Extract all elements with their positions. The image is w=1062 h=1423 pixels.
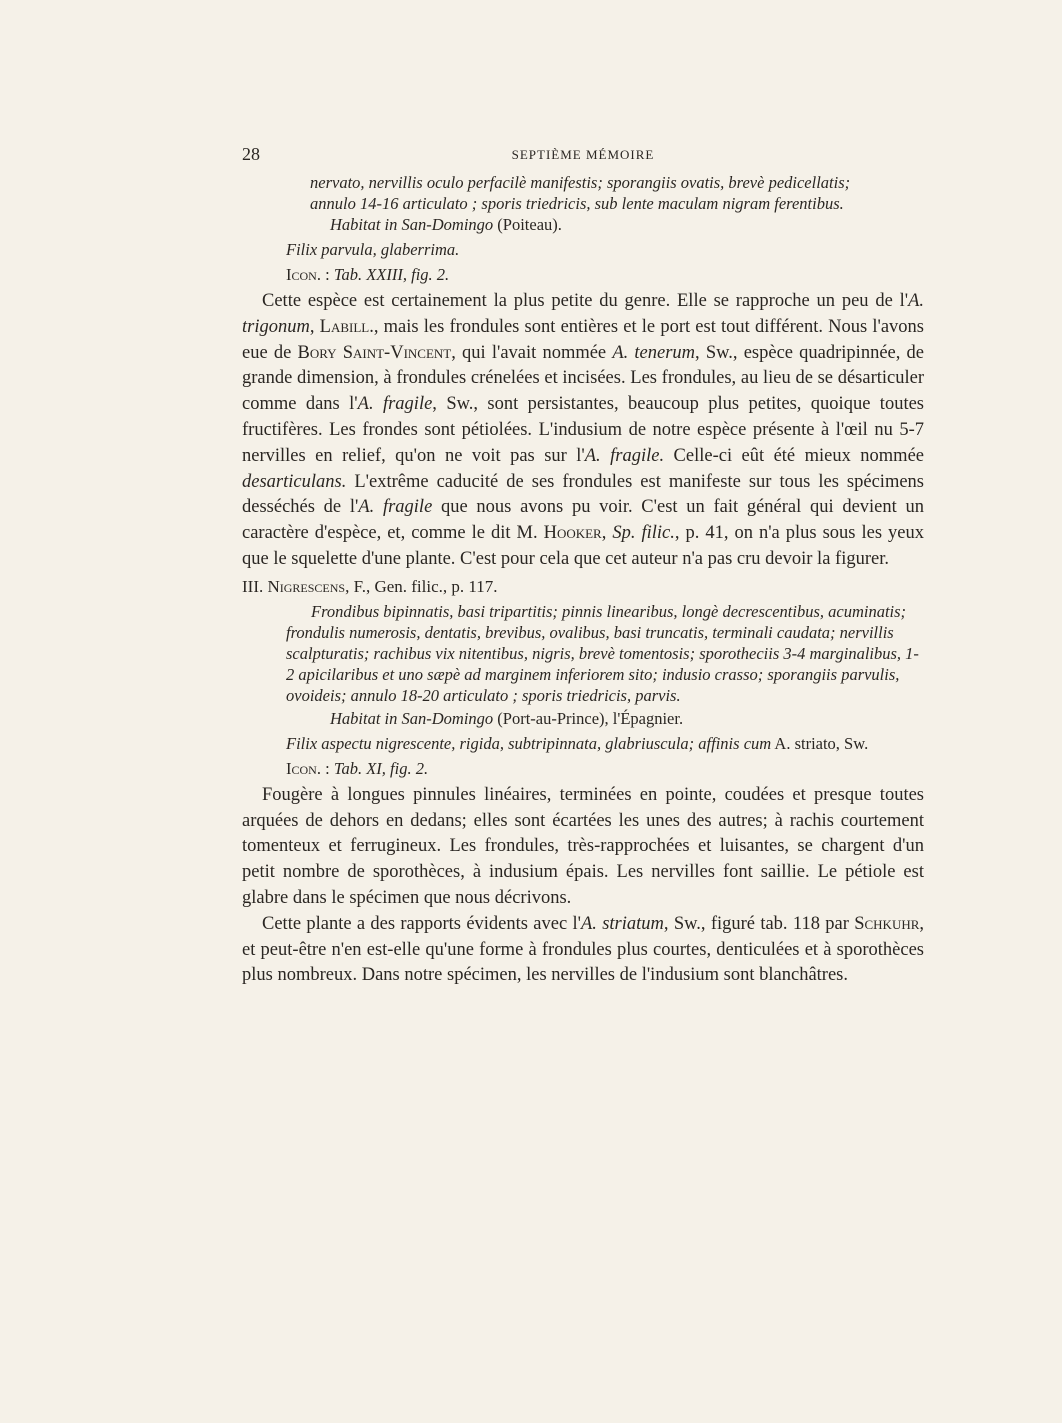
- text: , Sw., figuré tab. 118 par: [663, 913, 855, 934]
- page-number: 28: [242, 144, 260, 164]
- filix-line: Filix parvula, glaberrima.: [286, 240, 460, 259]
- paragraph-2: Fougère à longues pinnules linéaires, terminées en pointe, coudées et presque toutes arquées de dehors en dedans; elles sont écartées les unes des autres; à rachis courtement tomenteux et ferrugineux. Les frondules, très-rapprochées et luisantes, se chargent d'un petit nombre de sporothèces, à indusium épais. Les nervilles font saillie. Le pétiole est glabre dans le spécimen que nous décrivons.: [242, 784, 924, 908]
- habitat-value: (Poiteau).: [493, 215, 562, 234]
- author-name: Hooker: [543, 523, 602, 544]
- taxon: A. striatum: [580, 913, 664, 934]
- habitat-value: (Port-au-Prince), l'Épagnier.: [493, 708, 684, 728]
- section-numeral: III.: [242, 576, 264, 596]
- paragraph-1: [242, 289, 924, 573]
- icon-line-2: Icon. : Tab. XI, fig. 2.: [286, 758, 429, 778]
- taxon: A. fragile: [357, 394, 433, 415]
- text: que nous avons pu voir. C'est un fait général qui devient un caractère d'espèce, et, comme le dit M.: [242, 497, 924, 544]
- text: , et peut-être n'en est-elle qu'une forme à frondules plus courtes, denticulées et à sporothèces plus nombreux. Dans notre spécimen, les nervilles de l'indusium sont blanchâtres.: [242, 913, 925, 986]
- icon-reference: Tab. XI, fig. 2.: [333, 758, 429, 778]
- diagnosis-2: Frondibus bipinnatis, basi tripartitis; pinnis linearibus, longè decrescentibus, acuminatis; frondulis numerosis, dentatis, brevibus, ovalibus, basi truncatis, terminali caudata; nervillis scalpturatis; rachibus vix nitentibus, nigris, brevè tomentosis; sporotheciis 3-4 marginalibus, 1-2 apicilaribus et uno sæpè ad marginem inferiorem sito; indusio crasso; sporangiis parvulis, ovoideis; annulo 18-20 articulato ; sporis triedricis, parvis.: [286, 601, 919, 705]
- citation: , F., Gen. filic., p. 117.: [345, 576, 498, 596]
- filix-text: Filix aspectu nigrescente, rigida, subtripinnata, glabriuscula; affinis cum: [286, 733, 772, 753]
- page-header: [242, 144, 924, 168]
- taxon: A. trigonum: [242, 291, 924, 337]
- paragraph-3: [242, 912, 924, 989]
- taxon: A. fragile.: [584, 445, 665, 466]
- taxon: A. fragile: [358, 497, 433, 518]
- diagnosis-continuation: [242, 172, 924, 214]
- text: ,: [601, 523, 613, 544]
- text: ,: [309, 316, 320, 337]
- author-name: Labill.: [319, 316, 374, 337]
- taxon: A. tenerum: [612, 342, 696, 363]
- author-name: Bory Saint-Vincent: [297, 342, 452, 363]
- text: , qui l'avait nommée: [451, 342, 613, 363]
- taxon: desarticulans.: [242, 471, 347, 492]
- text: L'extrême caducité de ses frondules est manifeste sur tous les spécimens desséchés de l': [242, 471, 924, 518]
- filix-affinity: A. striato, Sw.: [771, 733, 869, 753]
- text: , Sw., espèce quadripinnée, de grande dimension, à frondules crénelées et incisées. Les frondules, au lieu de se désarticuler comme dans l': [242, 342, 924, 415]
- habitat-label: Habitat in San-Domingo: [330, 708, 494, 728]
- running-title: SEPTIÈME MÉMOIRE: [511, 147, 655, 162]
- text: , p. 41, on n'a plus sous les yeux que le squelette d'une plante. C'est pour cela que cet auteur n'a pas cru devoir la figurer.: [242, 523, 924, 569]
- habitat-line: [242, 214, 924, 235]
- icon-line: Icon. : Tab. XXIII, fig. 2.: [286, 265, 450, 284]
- diagnosis-line-2: annulo 14-16 articulato ; sporis triedricis, sub lente maculam nigram ferentibus.: [310, 194, 844, 213]
- filix-line-2: [242, 733, 924, 754]
- species-name: Nigrescens: [267, 576, 346, 596]
- section-heading: [242, 576, 924, 598]
- body-text: [242, 172, 924, 989]
- text: Cette plante a des rapports évidents avec l': [262, 913, 581, 934]
- icon-label: Icon.: [286, 758, 321, 778]
- text: Celle-ci eût été mieux nommée: [664, 445, 924, 466]
- reference: Sp. filic.: [612, 523, 675, 544]
- habitat-line-2: [242, 708, 924, 729]
- text: , mais les frondules sont entières et le port est tout différent. Nous l'avons eue de: [242, 316, 925, 363]
- icon-reference: Tab. XXIII, fig. 2.: [333, 265, 450, 284]
- author-name: Schkuhr: [854, 913, 920, 934]
- diagnosis-line-1: nervato, nervillis oculo perfacilè manifestis; sporangiis ovatis, brevè pedicellatis;: [310, 173, 851, 192]
- text: Cette espèce est certainement la plus petite du genre. Elle se rapproche un peu de l': [262, 291, 909, 311]
- icon-label: Icon.: [286, 265, 321, 284]
- text: , Sw., sont persistantes, beaucoup plus petites, quoique toutes fructifères. Les frondes sont pétiolées. L'indusium de notre espèce présente à l'œil nu 5-7 nervilles en relief, qu'on ne voit pas sur l': [242, 394, 924, 466]
- habitat-label: Habitat in San-Domingo: [330, 215, 494, 234]
